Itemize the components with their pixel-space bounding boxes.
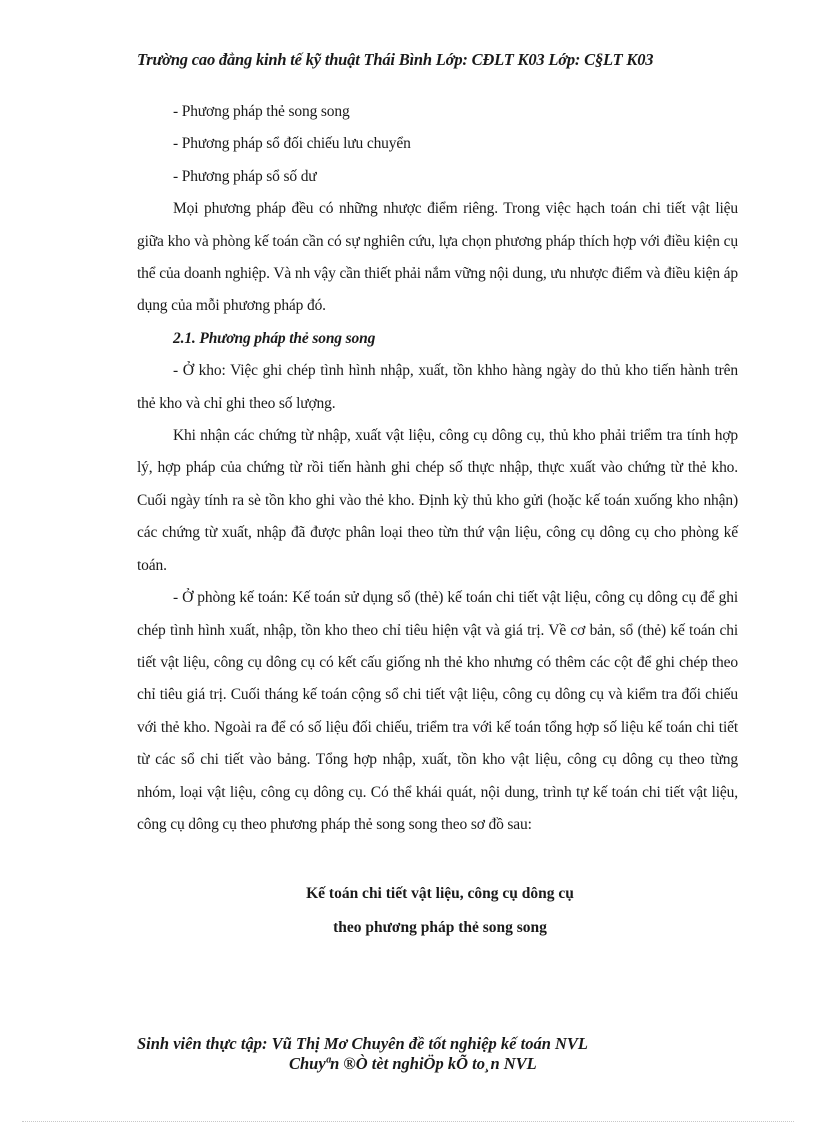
footer-divider xyxy=(22,1121,794,1122)
paragraph-warehouse: - Ở kho: Việc ghi chép tình hình nhập, xuất, tồn khho hàng ngày do thủ kho tiến hành trên thẻ kho và chỉ ghi theo số lượng. xyxy=(137,362,738,412)
method-item-balance-ledger: - Phương pháp sổ số dư xyxy=(173,167,317,185)
footer-line1: Sinh viên thực tập: Vũ Thị Mơ Chuyên đề tốt nghiệp kế toán NVL xyxy=(137,1034,589,1053)
method-item-parallel-card: - Phương pháp thẻ song song xyxy=(173,103,350,120)
diagram-title-line1: Kế toán chi tiết vật liệu, công cụ dông cụ xyxy=(306,885,574,902)
paragraph-intro: Mọi phương pháp đều có những nhược điểm riêng. Trong việc hạch toán chi tiết vật liệu giữa kho và phòng kế toán cần có sự nghiên cứu, lựa chọn phương pháp thích hợp với điều kiện cụ thể của doanh nghiệp. Và nh vậy cần thiết phải nắm vững nội dung, ưu nhược điểm và điều kiện áp dụng của mỗi phương pháp đó. xyxy=(137,200,738,315)
page-header: Trường cao đẳng kinh tế kỹ thuật Thái Bình Lớp: CĐLT K03 Lớp: C§LT K03 xyxy=(137,50,654,69)
diagram-title-line2: theo phương pháp thẻ song song xyxy=(333,919,547,936)
method-item-reconciliation-ledger: - Phương pháp sổ đối chiếu lưu chuyển xyxy=(173,135,411,153)
document-body xyxy=(137,96,738,841)
section-heading: 2.1. Phương pháp thẻ song song xyxy=(173,329,376,347)
footer-line2: Chuyªn ®Ò tèt nghiÖp kÕ to¸n NVL xyxy=(289,1054,537,1073)
page-footer xyxy=(137,1034,743,1074)
paragraph-receiving: Khi nhận các chứng từ nhập, xuất vật liệu, công cụ dông cụ, thủ kho phải triểm tra tính hợp lý, hợp pháp của chứng từ rồi tiến hành ghi chép số thực nhập, thực xuất vào chứng từ thẻ kho. Cuối ngày tính ra sè tồn kho ghi vào thẻ kho. Định kỳ thủ kho gửi (hoặc kế toán xuống kho nhận) các chứng từ xuất, nhập đã được phân loại theo từn thứ vận liệu, công cụ dông cụ cho phòng kế toán. xyxy=(137,427,738,574)
paragraph-accounting: - Ở phòng kế toán: Kế toán sử dụng sổ (thẻ) kế toán chi tiết vật liệu, công cụ dông cụ để ghi chép tình hình xuất, nhập, tồn kho theo chỉ tiêu hiện vật và giá trị. Về cơ bản, sổ (thẻ) kế toán chi tiết vật liệu, công cụ dông cụ có kết cấu giống nh thẻ kho nhưng có thêm các cột để ghi chép theo chỉ tiêu giá trị. Cuối tháng kế toán cộng sổ chi tiết vật liệu, công cụ dông cụ và kiểm tra đối chiếu với thẻ kho. Ngoài ra để có số liệu đối chiếu, triểm tra với kế toán tổng hợp số liệu kế toán chi tiết từ các sổ chi tiết vào bảng. Tổng hợp nhập, xuất, tồn kho vật liệu, công cụ dông cụ theo từng nhóm, loại vật liệu, công cụ dông cụ. Có thể khái quát, nội dung, trình tự kế toán chi tiết vật liệu, công cụ dông cụ theo phương pháp thẻ song song theo sơ đồ sau: xyxy=(137,589,738,833)
